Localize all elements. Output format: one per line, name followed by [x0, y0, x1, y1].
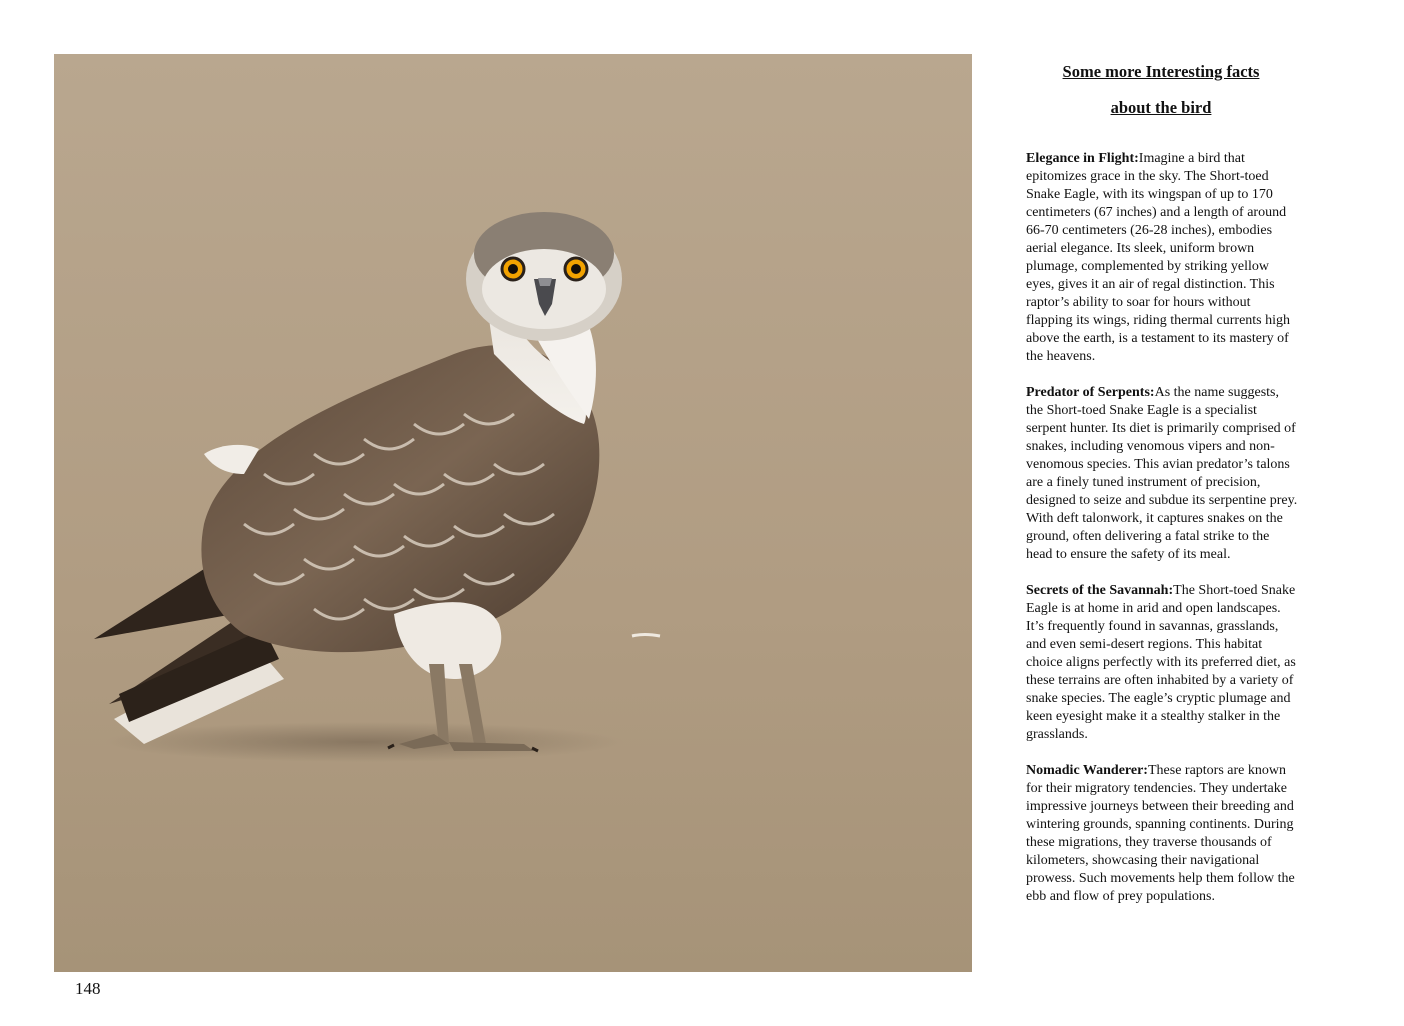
section-heading: [1026, 54, 1296, 126]
fact-text: The Short-toed Snake Eagle is at home in arid and open landscapes. It’s frequently found in savannas, grasslands, and even semi-desert regions. This habitat choice aligns perfectly with its preferred diet, as these terrains are often inhabited by a variety of snake species. The eagle’s cryptic plumage and keen eyesight make it a stealthy stalker in the grasslands.: [1026, 583, 1296, 742]
fact-title: Elegance in Flight:: [1026, 151, 1139, 166]
facts-list: [1026, 150, 1298, 906]
fact-title: Nomadic Wanderer:: [1026, 763, 1148, 778]
fact-text: These raptors are known for their migratory tendencies. They undertake impressive journeys between their breeding and wintering grounds, spanning continents. During these migrations, they traverse thousands of kilometers, showcasing their navigational prowess. Such movements help them follow the ebb and flow of prey populations.: [1026, 763, 1295, 904]
eagle-photo-image: [54, 54, 972, 972]
eagle-photo: [54, 54, 972, 972]
fact-text: As the name suggests, the Short-toed Snake Eagle is a specialist serpent hunter. Its diet is primarily comprised of snakes, including venomous vipers and non-venomous species. This avian predator’s talons are a finely tuned instrument of precision, designed to seize and subdue its serpentine prey. With deft talonwork, it captures snakes on the ground, often delivering a fatal strike to the head to ensure the safety of its meal.: [1026, 385, 1298, 562]
facts-column: [1026, 54, 1298, 924]
fact-paragraph: [1026, 150, 1298, 366]
fact-title: Secrets of the Savannah:: [1026, 583, 1174, 598]
page-number: 148: [75, 979, 101, 998]
fact-paragraph: [1026, 384, 1298, 564]
fact-paragraph: [1026, 582, 1298, 744]
fact-title: Predator of Serpents:: [1026, 385, 1155, 400]
fact-text: Imagine a bird that epitomizes grace in the sky. The Short-toed Snake Eagle, with its wingspan of up to 170 centimeters (67 inches) and a length of around 66-70 centimeters (26-28 inches), embodies aerial elegance. Its sleek, uniform brown plumage, complemented by striking yellow eyes, gives it an air of regal distinction. This raptor’s ability to soar for hours without flapping its wings, riding thermal currents high above the earth, is a testament to its mastery of the heavens.: [1026, 151, 1291, 364]
fact-paragraph: [1026, 762, 1298, 906]
section-heading-line-2: about the bird: [1110, 98, 1212, 117]
section-heading-line-1: Some more Interesting facts: [1062, 62, 1260, 81]
